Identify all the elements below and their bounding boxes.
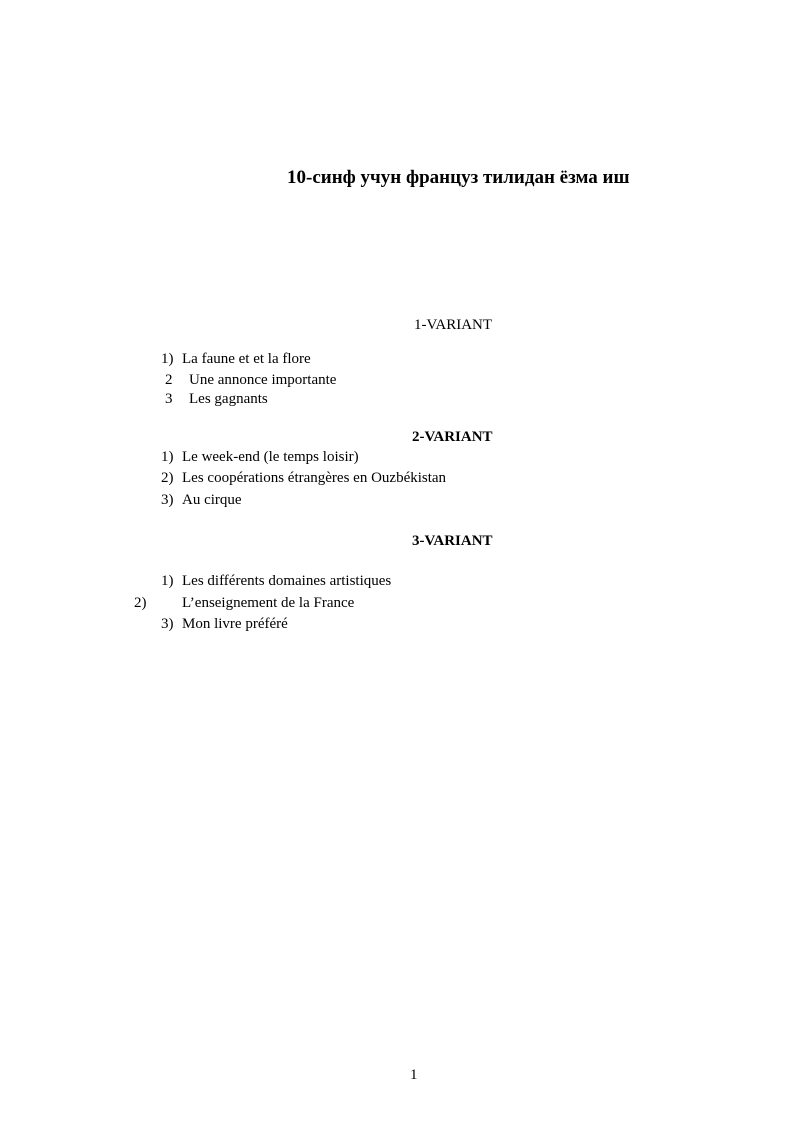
list-item: Le week-end (le temps loisir) [182, 449, 359, 465]
list-item-number: 1) [161, 449, 174, 465]
variant-3-heading: 3-VARIANT [412, 533, 493, 549]
list-item-number: 3) [161, 492, 174, 508]
list-item: Mon livre préféré [182, 616, 288, 632]
list-item: Au cirque [182, 492, 242, 508]
list-item: Les gagnants [189, 391, 268, 407]
list-item-number: 2) [134, 595, 147, 611]
list-item: Une annonce importante [189, 372, 337, 388]
list-item: L’enseignement de la France [182, 595, 355, 611]
list-item: Les différents domaines artistiques [182, 573, 392, 589]
list-item: La faune et et la flore [182, 351, 311, 367]
list-item-number: 1) [161, 351, 174, 367]
list-item-number: 2 [165, 372, 173, 388]
list-item-number: 3) [161, 616, 174, 632]
page-number: 1 [410, 1067, 418, 1083]
list-item-number: 1) [161, 573, 174, 589]
list-item-number: 2) [161, 470, 174, 486]
list-item-number: 3 [165, 391, 173, 407]
list-item: Les coopérations étrangères en Ouzbékistan [182, 470, 447, 486]
variant-1-heading: 1-VARIANT [414, 317, 493, 333]
variant-2-heading: 2-VARIANT [412, 429, 493, 445]
document-title: 10-синф учун француз тилидан ёзма иш [287, 167, 630, 188]
